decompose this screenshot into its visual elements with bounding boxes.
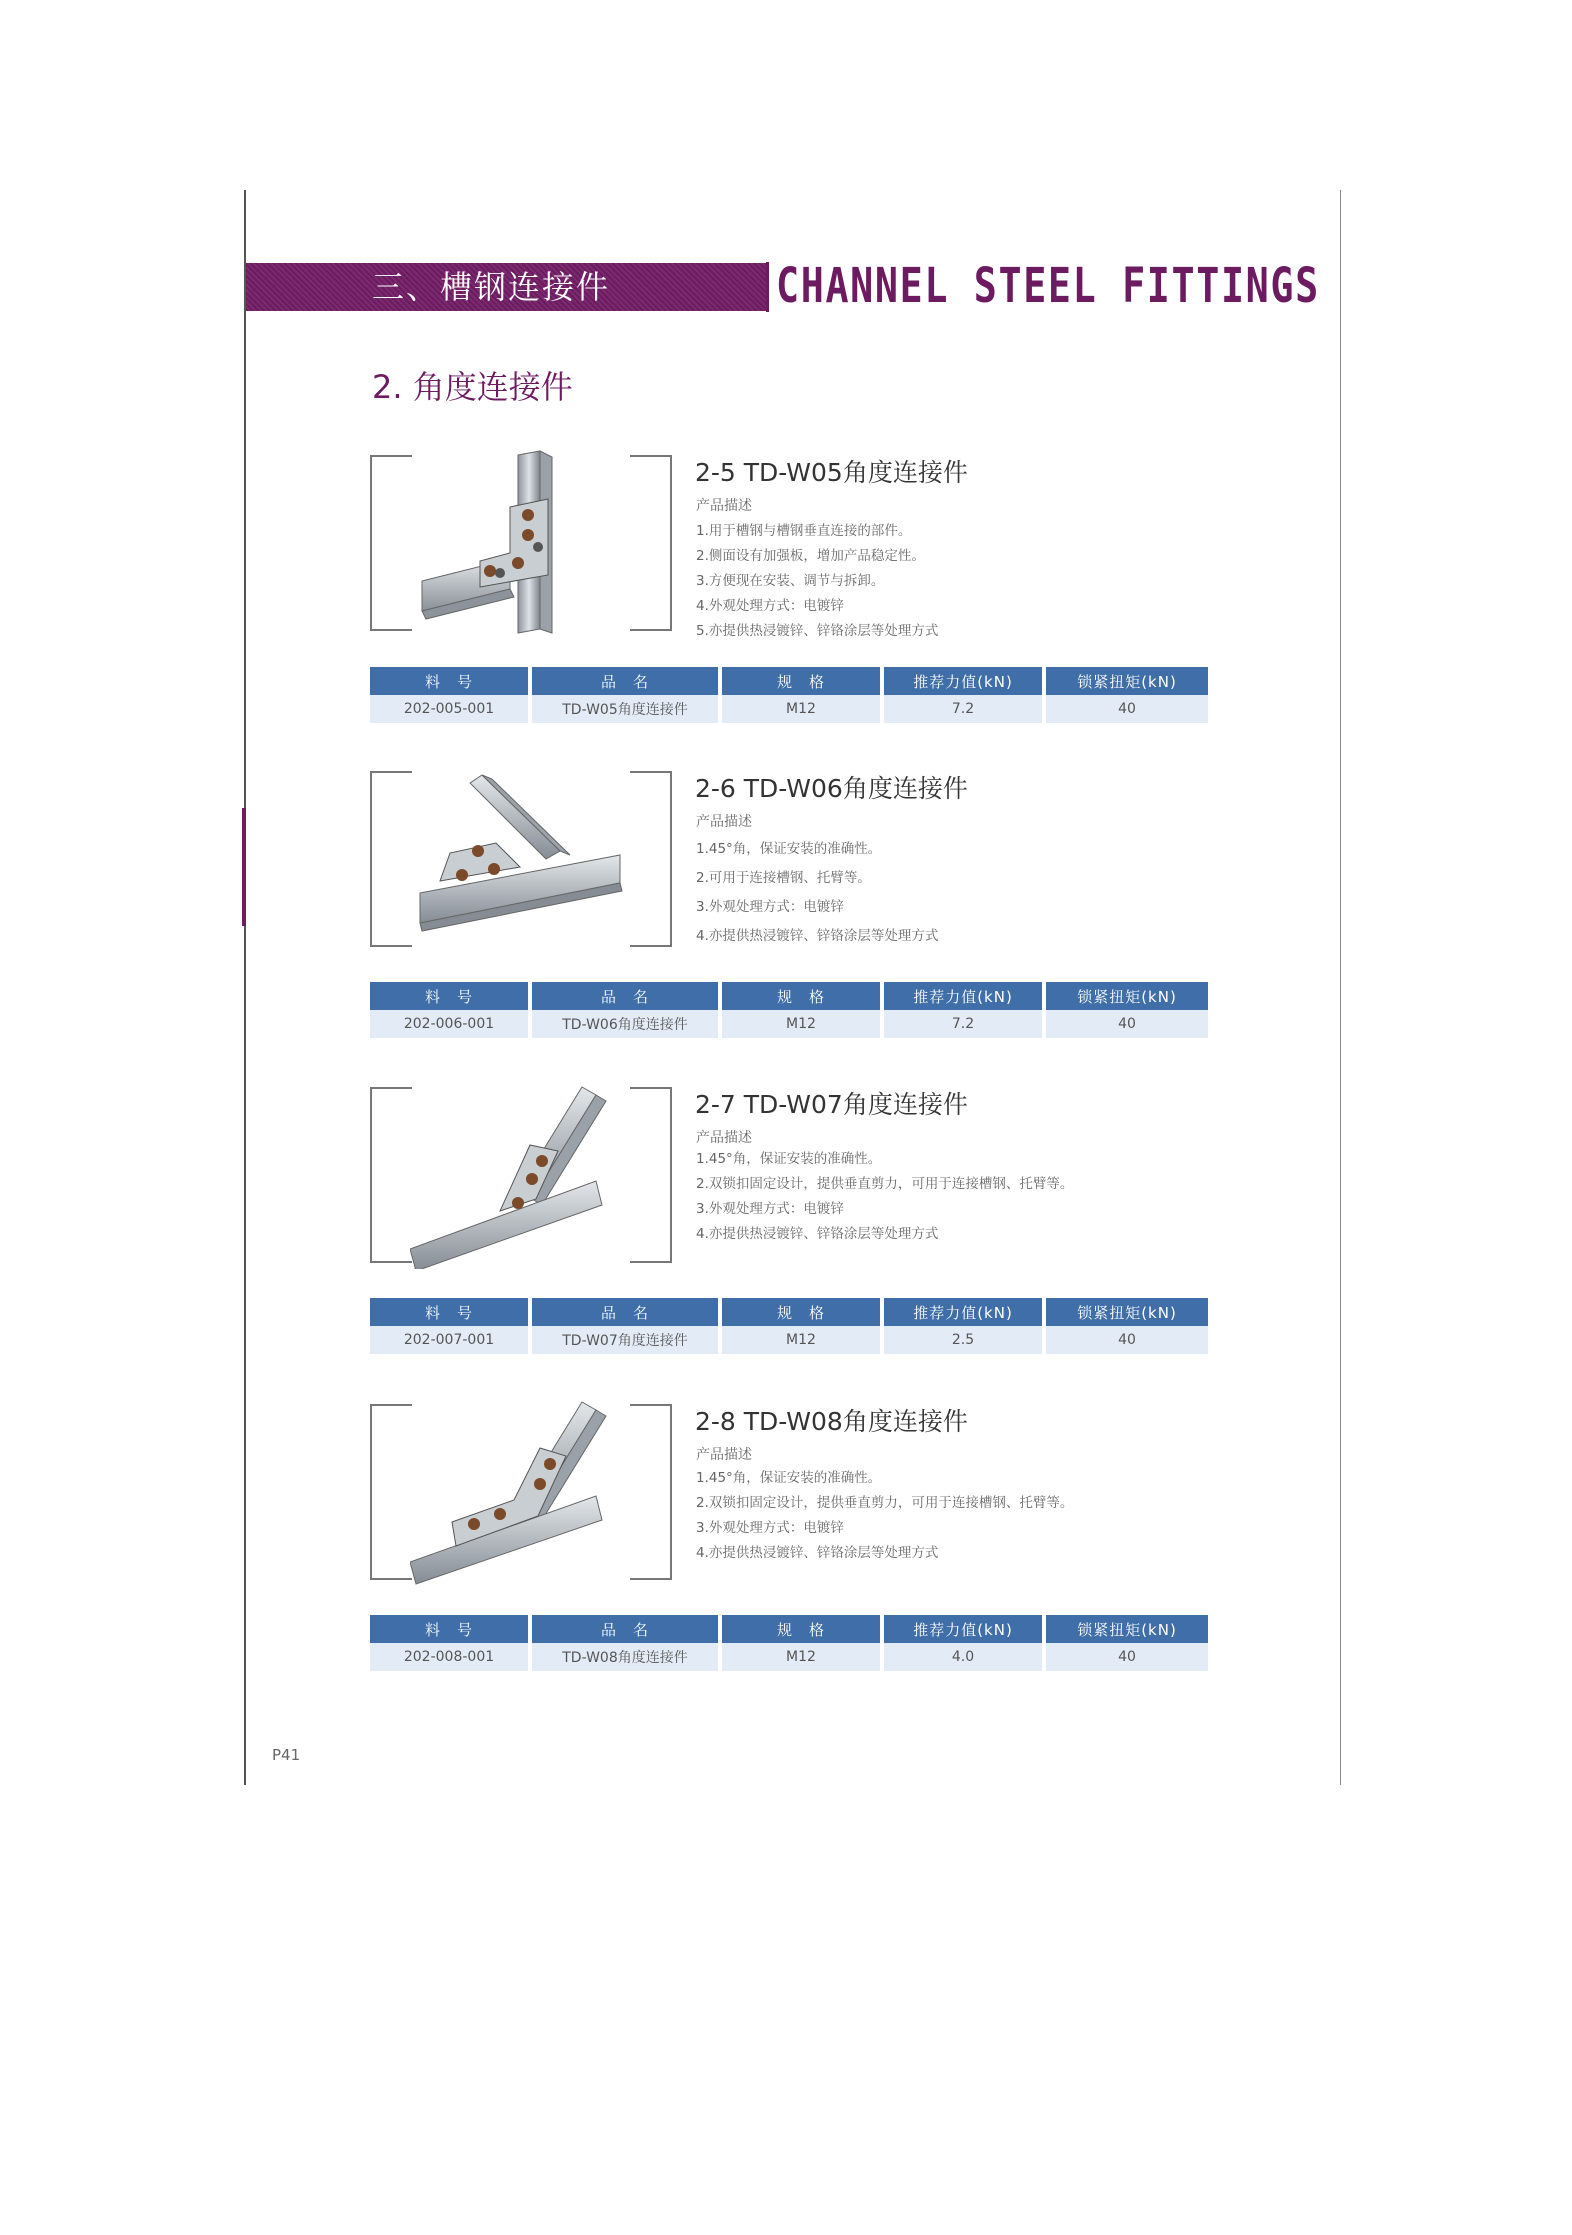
bracket-left [370,1087,412,1263]
col-header-name: 品 名 [532,667,718,695]
page-right-rule [1340,190,1341,1785]
cell-force: 7.2 [884,695,1042,723]
cell-name: TD-W06角度连接件 [532,1010,718,1038]
header-separator [766,262,769,312]
cell-spec: M12 [722,1643,880,1671]
product-image-frame [370,455,672,631]
product-desc-heading: 产品描述 [696,1130,752,1146]
table-row [370,1326,1208,1354]
channel-right-angle-connector-icon [410,447,630,637]
cell-spec: M12 [722,1326,880,1354]
product-desc-heading: 产品描述 [696,1447,752,1463]
cell-part-no: 202-005-001 [370,695,528,723]
col-header-force: 推荐力值(kN) [884,667,1042,695]
product-title: 2-5 TD-W05角度连接件 [695,458,968,487]
cell-spec: M12 [722,1010,880,1038]
spec-table [366,982,1212,1038]
header-en-title: CHANNEL STEEL FITTINGS [776,258,1320,314]
table-row [370,695,1208,723]
col-header-spec: 规 格 [722,1615,880,1643]
product-desc-line: 4.外观处理方式：电镀锌 [696,598,844,614]
cell-torque: 40 [1046,1643,1208,1671]
spec-table [366,1298,1212,1354]
col-header-spec: 规 格 [722,982,880,1010]
cell-name: TD-W08角度连接件 [532,1643,718,1671]
product-desc-line: 1.用于槽钢与槽钢垂直连接的部件。 [696,523,912,539]
product-image-frame [370,771,672,947]
product-title: 2-8 TD-W08角度连接件 [695,1407,968,1436]
col-header-torque: 锁紧扭矩(kN) [1046,1298,1208,1326]
spec-table-header [370,1298,1208,1326]
product-desc-list [696,1466,1073,1566]
table-row [370,1010,1208,1038]
spec-table [366,1615,1212,1671]
cell-name: TD-W07角度连接件 [532,1326,718,1354]
header-cn-title: 三、槽钢连接件 [372,268,611,306]
col-header-part-no: 料 号 [370,1298,528,1326]
col-header-force: 推荐力值(kN) [884,1615,1042,1643]
col-header-part-no: 料 号 [370,667,528,695]
cell-force: 2.5 [884,1326,1042,1354]
cell-part-no: 202-006-001 [370,1010,528,1038]
product-image-frame [370,1404,672,1580]
product-desc-line: 4.亦提供热浸镀锌、锌铬涂层等处理方式 [696,1226,939,1242]
col-header-force: 推荐力值(kN) [884,982,1042,1010]
product-desc-heading: 产品描述 [696,814,752,830]
page-left-accent [242,808,246,926]
product-desc-line: 4.亦提供热浸镀锌、锌铬涂层等处理方式 [696,928,939,944]
product-desc-heading: 产品描述 [696,498,752,514]
table-row [370,1643,1208,1671]
product-desc-line: 3.方便现在安装、调节与拆卸。 [696,573,885,589]
product-title: 2-6 TD-W06角度连接件 [695,774,968,803]
product-desc-line: 2.侧面设有加强板，增加产品稳定性。 [696,548,925,564]
bracket-right [630,771,672,947]
cell-part-no: 202-008-001 [370,1643,528,1671]
cell-torque: 40 [1046,1010,1208,1038]
spec-table [366,667,1212,723]
col-header-name: 品 名 [532,982,718,1010]
channel-45-degree-double-lock-connector-icon [410,1079,630,1269]
product-desc-line: 5.亦提供热浸镀锌、锌铬涂层等处理方式 [696,623,939,639]
product-desc-line: 4.亦提供热浸镀锌、锌铬涂层等处理方式 [696,1545,939,1561]
col-header-torque: 锁紧扭矩(kN) [1046,982,1208,1010]
cell-force: 7.2 [884,1010,1042,1038]
product-image-frame [370,1087,672,1263]
channel-45-degree-long-plate-connector-icon [410,1396,630,1586]
page-number: P41 [272,1746,301,1764]
col-header-torque: 锁紧扭矩(kN) [1046,667,1208,695]
col-header-force: 推荐力值(kN) [884,1298,1042,1326]
spec-table-header [370,982,1208,1010]
col-header-spec: 规 格 [722,1298,880,1326]
cell-torque: 40 [1046,1326,1208,1354]
col-header-name: 品 名 [532,1298,718,1326]
bracket-left [370,771,412,947]
col-header-torque: 锁紧扭矩(kN) [1046,1615,1208,1643]
product-desc-list [696,519,938,644]
bracket-right [630,455,672,631]
col-header-spec: 规 格 [722,667,880,695]
col-header-part-no: 料 号 [370,982,528,1010]
product-desc-line: 1.45°角，保证安装的准确性。 [696,841,882,857]
product-desc-line: 2.可用于连接槽钢、托臂等。 [696,870,871,886]
cell-spec: M12 [722,695,880,723]
product-desc-line: 2.双锁扣固定设计，提供垂直剪力，可用于连接槽钢、托臂等。 [696,1176,1074,1192]
product-desc-line: 3.外观处理方式：电镀锌 [696,1201,844,1217]
product-desc-line: 1.45°角，保证安装的准确性。 [696,1151,882,1167]
cell-name: TD-W05角度连接件 [532,695,718,723]
bracket-left [370,1404,412,1580]
page-left-rule [244,190,246,1785]
bracket-right [630,1087,672,1263]
product-desc-line: 2.双锁扣固定设计，提供垂直剪力，可用于连接槽钢、托臂等。 [696,1495,1074,1511]
col-header-name: 品 名 [532,1615,718,1643]
product-desc-list [696,1147,1073,1247]
spec-table-header [370,667,1208,695]
col-header-part-no: 料 号 [370,1615,528,1643]
cell-torque: 40 [1046,695,1208,723]
bracket-left [370,455,412,631]
product-desc-line: 3.外观处理方式：电镀锌 [696,899,844,915]
spec-table-header [370,1615,1208,1643]
section-title: 2. 角度连接件 [372,368,573,406]
bracket-right [630,1404,672,1580]
product-desc-line: 1.45°角，保证安装的准确性。 [696,1470,882,1486]
cell-force: 4.0 [884,1643,1042,1671]
product-title: 2-7 TD-W07角度连接件 [695,1090,968,1119]
channel-45-degree-connector-icon [410,763,630,953]
product-desc-list [696,835,938,951]
product-desc-line: 3.外观处理方式：电镀锌 [696,1520,844,1536]
cell-part-no: 202-007-001 [370,1326,528,1354]
